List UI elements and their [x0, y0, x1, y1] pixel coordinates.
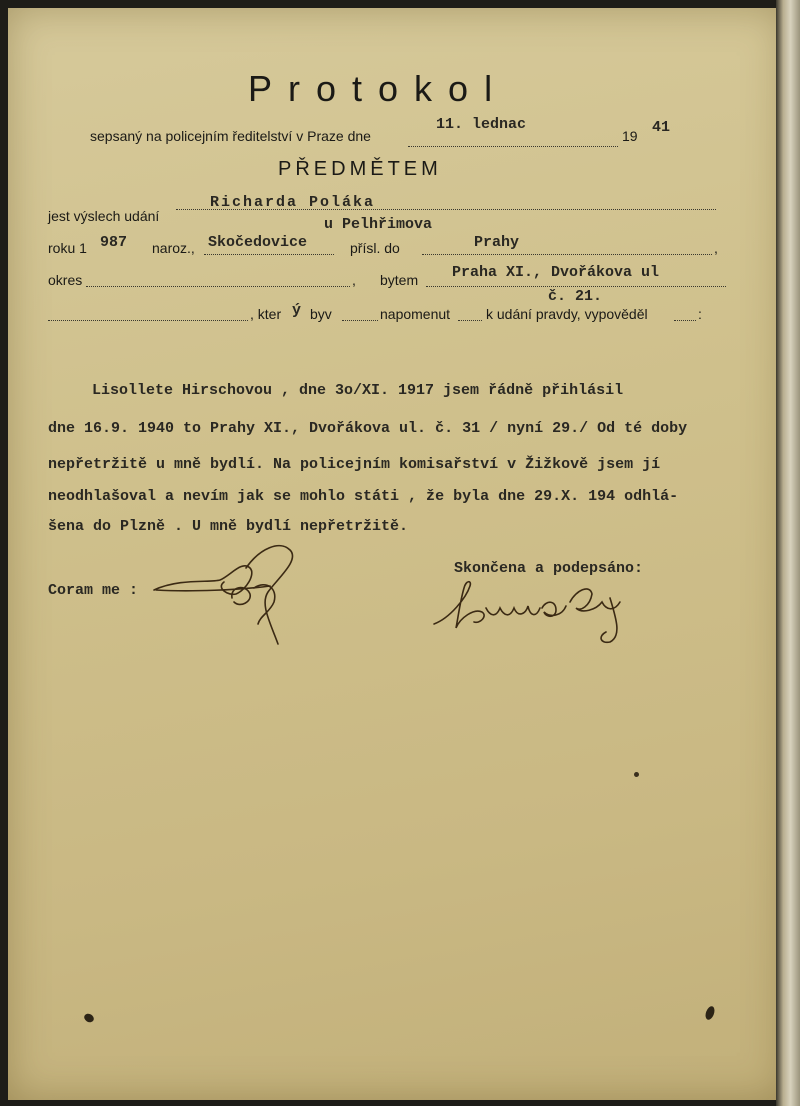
body-line-1: Lisollete Hirschovou , dne 3o/XI. 1917 jsem řádně přihlásil — [92, 382, 624, 399]
year-prefix: 19 — [622, 128, 638, 144]
document-subtitle: PŘEDMĚTEM — [278, 158, 442, 180]
birthplace-line — [204, 254, 334, 255]
address-line2: č. 21. — [548, 288, 603, 305]
person-name: Richarda Poláka — [210, 194, 376, 211]
birthplace: Skočedovice — [208, 234, 308, 251]
okres-line — [86, 286, 350, 287]
body-line-2: dne 16.9. 1940 to Prahy XI., Dvořákova ul. č. 31 / nyní 29./ Od té doby — [48, 420, 688, 437]
form-colon: : — [698, 306, 702, 322]
prisl-value: Prahy — [474, 234, 520, 251]
official-signature — [150, 538, 300, 648]
header-prefix: sepsaný na policejním ředitelství v Praze dne — [90, 128, 371, 144]
k-udani-label: k udání pravdy, vypověděl — [486, 306, 648, 322]
naroz-label: naroz., — [152, 240, 195, 256]
ink-blot — [704, 1005, 716, 1021]
jest-label: jest výslech udání — [48, 208, 160, 224]
roku-label: roku 1 — [48, 240, 87, 256]
ink-blot — [83, 1012, 96, 1024]
document-page — [8, 8, 784, 1100]
napomenut-label: napomenut — [380, 306, 451, 322]
year-typed: 41 — [652, 119, 671, 136]
deponent-signature — [430, 578, 650, 648]
kter-label: , kter — [250, 306, 282, 322]
body-line-5: šena do Plzně . U mně bydlí nepřetržitě. — [48, 518, 409, 535]
coram-label: Coram me : — [48, 582, 139, 599]
end-line — [674, 320, 696, 321]
date-line — [408, 146, 618, 147]
prisl-label: přísl. do — [350, 240, 400, 256]
page-edge — [776, 0, 800, 1106]
address-line — [426, 286, 726, 287]
birthplace-note: u Pelhřimova — [324, 216, 433, 233]
okres-label: okres — [48, 272, 83, 288]
header-date: 11. lednac — [436, 116, 527, 133]
napomenut-line — [458, 320, 482, 321]
body-line-4: neodhlašoval a nevím jak se mohlo státi , že byla dne 29.X. 194 odhlá- — [48, 488, 679, 505]
kter-mark: ý — [292, 302, 302, 319]
document-title: Protokol — [248, 68, 509, 109]
comma: , — [352, 272, 356, 288]
roku-value: 987 — [100, 234, 128, 251]
ink-dot — [634, 772, 639, 777]
signed-label: Skončena a podepsáno: — [454, 560, 644, 577]
bytem-label: bytem — [380, 272, 419, 288]
kter-line — [48, 320, 248, 321]
byv-label: byv — [310, 306, 332, 322]
prisl-line — [422, 254, 712, 255]
byv-line — [342, 320, 378, 321]
address-line1: Praha XI., Dvořákova ul — [452, 264, 660, 281]
body-line-3: nepřetržitě u mně bydlí. Na policejním komisařství v Žižkově jsem jí — [48, 456, 661, 473]
comma: , — [714, 240, 718, 256]
